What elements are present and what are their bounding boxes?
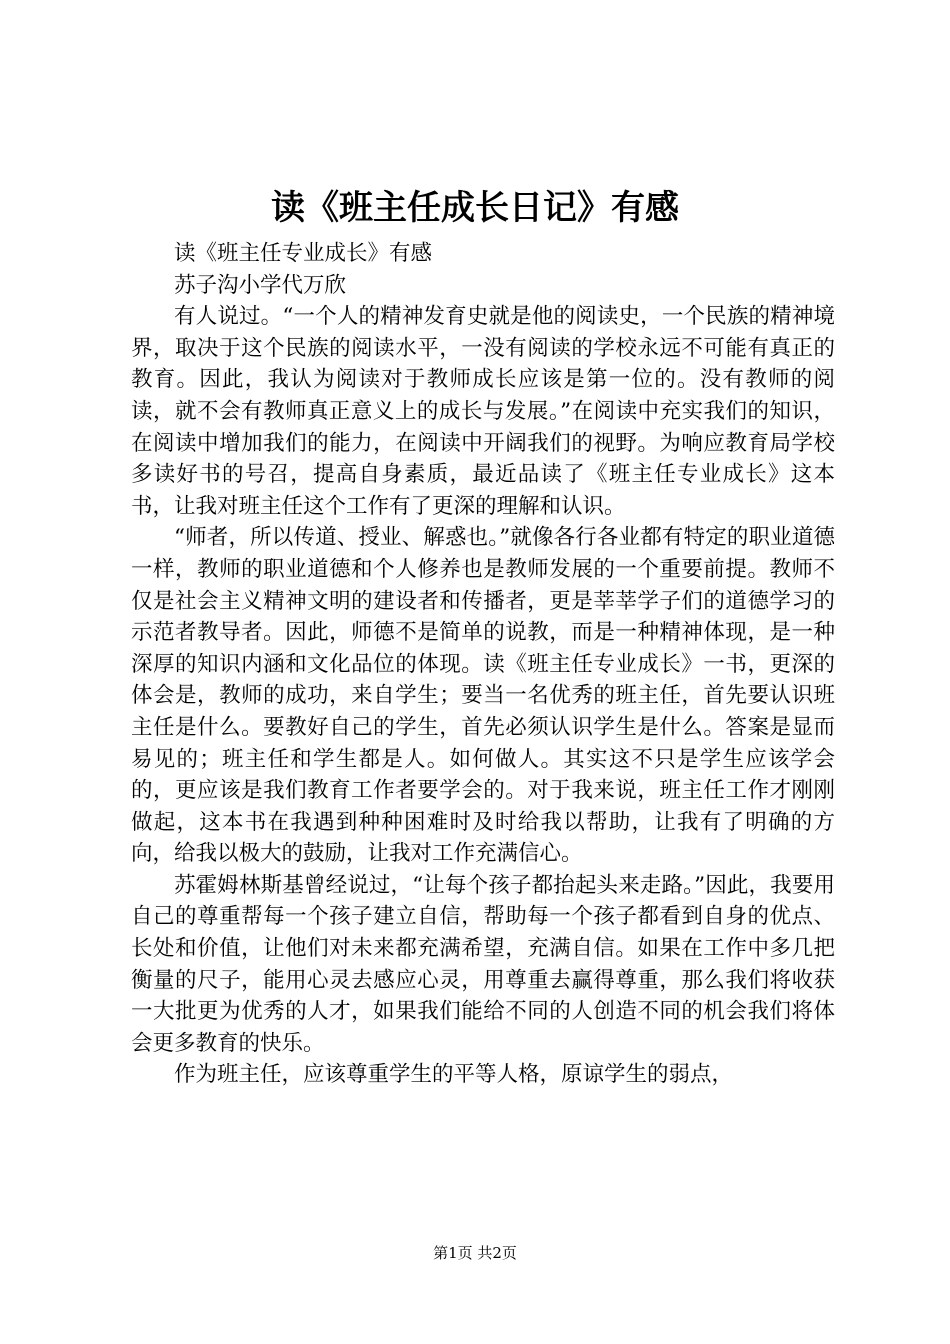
paragraph-1: 有人说过。“一个人的精神发育史就是他的阅读史，一个民族的精神境界，取决于这个民族的阅读水平，一没有阅读的学校永远不可能有真正的教育。因此，我认为阅读对于教师成长应该是第一位的。没有教师的阅读，就不会有教师真正意义上的成长与发展。”在阅读中充实我们的知识，在阅读中增加我们的能力，在阅读中开阔我们的视野。为响应教育局学校多读好书的号召，提高自身素质，最近品读了《班主任专业成长》这本书，让我对班主任这个工作有了更深的理解和认识。 (131, 304, 835, 519)
page-number-footer: 第1页 共2页 (433, 1244, 517, 1262)
book-title-line: 读《班主任专业成长》有感 (174, 241, 433, 266)
document-title: 读《班主任成长日记》有感 (271, 188, 679, 228)
document-body (131, 238, 835, 1091)
author-line: 苏子沟小学代万欣 (174, 272, 347, 298)
paragraph-3: 苏霍姆林斯基曾经说过，“让每个孩子都抬起头来走路。”因此，我要用自己的尊重帮每一个孩子建立自信，帮助每一个孩子都看到自身的优点、长处和价值，让他们对未来都充满希望，充满自信。如果在工作中多几把衡量的尺子，能用心灵去感应心灵，用尊重去赢得尊重，那么我们将收获一大批更为优秀的人才，如果我们能给不同的人创造不同的机会我们将体会更多教育的快乐。 (131, 872, 835, 1056)
paragraph-4: 作为班主任，应该尊重学生的平等人格，原谅学生的弱点， (174, 1062, 734, 1088)
paragraph-2: “师者，所以传道、授业、解惑也。”就像各行各业都有特定的职业道德一样，教师的职业道德和个人修养也是教师发展的一个重要前提。教师不仅是社会主义精神文明的建设者和传播者，更是莘莘学子们的道德学习的示范者教导者。因此，师德不是简单的说教，而是一种精神体现，是一种深厚的知识内涵和文化品位的体现。读《班主任专业成长》一书，更深的体会是，教师的成功，来自学生；要当一名优秀的班主任，首先要认识班主任是什么。要教好自己的学生，首先必须认识学生是什么。答案是显而易见的；班主任和学生都是人。如何做人。其实这不只是学生应该学会的，更应该是我们教育工作者要学会的。对于我来说，班主任工作才刚刚做起，这本书在我遇到种种困难时及时给我以帮助，让我有了明确的方向，给我以极大的鼓励，让我对工作充满信心。 (131, 525, 835, 867)
